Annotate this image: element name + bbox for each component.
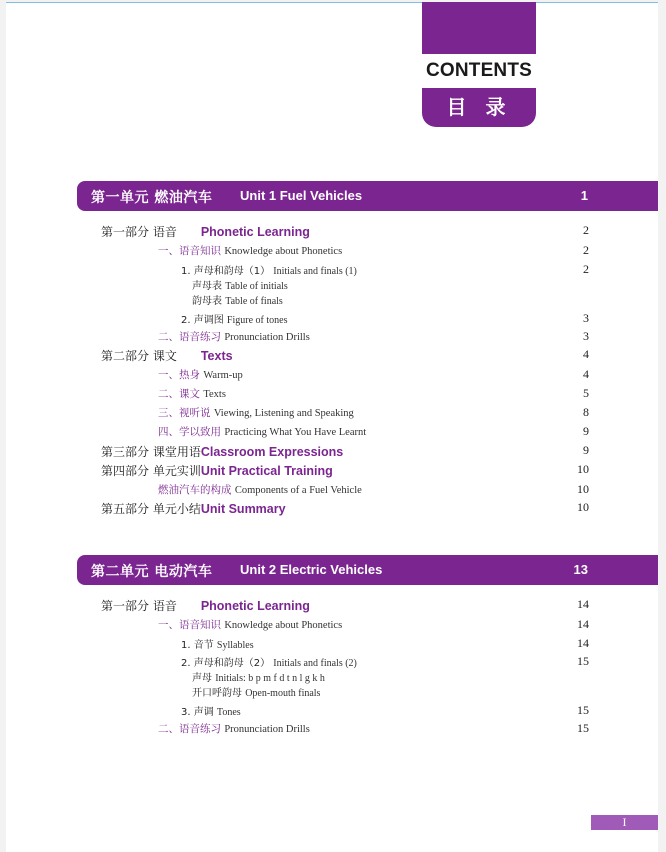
unit-1-chinese-title: 第一单元 燃油汽车 [91, 190, 213, 206]
toc-entry-english: Warm-up [203, 370, 243, 381]
toc-entry-chinese: 一、热身 [158, 369, 200, 381]
toc-entry-page: 3 [583, 329, 589, 343]
header-tab-decoration [422, 2, 536, 54]
toc-entry-page: 10 [577, 462, 589, 476]
toc-entry[interactable] [0, 617, 666, 633]
toc-entry-chinese: 四、学以致用 [158, 426, 221, 438]
toc-entry-text [158, 482, 362, 497]
toc-entry-chinese: 第四部分 单元实训 [101, 464, 201, 478]
toc-entry-chinese: 2. 声调图 [181, 315, 224, 326]
toc-entry-text [192, 684, 320, 699]
toc-entry-english: Unit Practical Training [200, 464, 333, 478]
toc-entry-text [101, 223, 310, 240]
toc-entry-page: 5 [583, 386, 589, 400]
toc-entry-chinese: 声母表 [192, 281, 222, 292]
toc-entry[interactable] [0, 367, 666, 383]
toc-entry-page: 9 [583, 443, 589, 457]
toc-entry-text [101, 462, 333, 479]
toc-entry-chinese: 开口呼韵母 [192, 688, 242, 699]
toc-entry[interactable] [0, 311, 666, 327]
toc-entry-page: 15 [577, 654, 589, 668]
toc-entry-page: 8 [583, 405, 589, 419]
toc-entry-english: Knowledge about Phonetics [224, 620, 343, 631]
toc-entry-text [158, 721, 310, 736]
toc-entry-english: Pronunciation Drills [224, 332, 310, 343]
toc-entry-text [181, 311, 287, 326]
toc-entry-page: 10 [577, 482, 589, 496]
toc-entry-page: 2 [583, 223, 589, 237]
toc-entry-english: Components of a Fuel Vehicle [234, 485, 362, 496]
toc-entry-chinese: 1. 音节 [181, 640, 214, 651]
contents-title: CONTENTS [425, 60, 533, 81]
unit-2-banner[interactable] [77, 555, 658, 585]
toc-entry-text [101, 443, 343, 460]
toc-entry[interactable] [0, 636, 666, 652]
toc-entry-text [181, 703, 241, 718]
toc-entry-page: 2 [583, 262, 589, 276]
toc-entry-page: 14 [577, 636, 589, 650]
toc-entry-page: 9 [583, 424, 589, 438]
toc-entry-text [192, 292, 283, 307]
toc-entry[interactable] [0, 500, 666, 516]
toc-entry-page: 2 [583, 243, 589, 257]
toc-entry-chinese: 第二部分 课文 [101, 349, 177, 363]
toc-entry[interactable] [0, 292, 666, 308]
toc-entry-text [101, 597, 310, 614]
toc-entry-english: Open-mouth finals [245, 688, 321, 699]
unit-1-banner[interactable] [77, 181, 658, 211]
toc-entry-chinese: 第一部分 语音 [101, 599, 177, 613]
unit-2-page: 13 [573, 562, 588, 577]
unit-1-page: 1 [580, 188, 588, 203]
toc-entry-english: Knowledge about Phonetics [224, 246, 343, 257]
toc-entry-chinese: 三、视听说 [158, 407, 211, 419]
toc-entry-english: Table of finals [225, 296, 283, 307]
toc-entry-english: Phonetic Learning [200, 599, 310, 613]
toc-entry-text [181, 636, 254, 651]
toc-entry-page: 15 [577, 703, 589, 717]
toc-entry[interactable] [0, 597, 666, 613]
page-number-tab: I [591, 815, 658, 830]
toc-entry-text [101, 347, 233, 364]
toc-entry-english: Table of initials [225, 281, 288, 292]
toc-entry[interactable] [0, 654, 666, 670]
toc-entry-page: 15 [577, 721, 589, 735]
mulu-title: 目 录 [422, 88, 536, 127]
toc-entry-chinese: 二、语音练习 [158, 723, 221, 735]
toc-entry[interactable] [0, 347, 666, 363]
toc-entry-english: Initials and finals (1) [273, 266, 357, 277]
toc-entry-page: 4 [583, 347, 589, 361]
toc-entry-english: Viewing, Listening and Speaking [213, 408, 354, 419]
toc-entry-english: Pronunciation Drills [224, 724, 310, 735]
toc-entry-chinese: 一、语音知识 [158, 245, 221, 257]
toc-entry-chinese: 第三部分 课堂用语 [101, 445, 201, 459]
toc-entry-page: 4 [583, 367, 589, 381]
toc-entry[interactable] [0, 405, 666, 421]
toc-entry-english: Initials: b p m f d t n l g k h [215, 673, 325, 684]
toc-entry[interactable] [0, 462, 666, 478]
toc-entry-chinese: 二、语音练习 [158, 331, 221, 343]
toc-entry-page: 14 [577, 617, 589, 631]
toc-entry[interactable] [0, 262, 666, 278]
toc-entry[interactable] [0, 277, 666, 293]
toc-entry-text [158, 386, 226, 401]
toc-entry-english: Texts [203, 389, 226, 400]
toc-entry-english: Tones [216, 707, 241, 718]
unit-2-chinese-title: 第二单元 电动汽车 [91, 564, 213, 580]
toc-entry-english: Unit Summary [200, 502, 286, 516]
toc-entry[interactable] [0, 386, 666, 402]
toc-entry-text [158, 617, 342, 632]
toc-entry-text [158, 405, 354, 420]
toc-entry-text [192, 277, 288, 292]
toc-entry-chinese: 二、课文 [158, 388, 200, 400]
toc-entry-chinese: 声母 [192, 673, 212, 684]
toc-entry-page: 10 [577, 500, 589, 514]
toc-entry-text [101, 500, 286, 517]
toc-entry[interactable] [0, 684, 666, 700]
toc-entry-chinese: 第一部分 语音 [101, 225, 177, 239]
toc-entry-chinese: 3. 声调 [181, 707, 214, 718]
toc-entry[interactable] [0, 424, 666, 440]
toc-entry-text [158, 329, 310, 344]
toc-entry-text [158, 424, 366, 439]
toc-entry-english: Figure of tones [226, 315, 288, 326]
toc-entry[interactable] [0, 243, 666, 259]
toc-entry[interactable] [0, 329, 666, 345]
toc-entry-english: Practicing What You Have Learnt [224, 427, 367, 438]
toc-entry-text [158, 367, 243, 382]
toc-entry-text [158, 243, 342, 258]
toc-entry-chinese: 韵母表 [192, 296, 222, 307]
unit-2-english-title: Unit 2 Electric Vehicles [240, 562, 383, 577]
toc-entry-chinese: 第五部分 单元小结 [101, 502, 201, 516]
toc-entry-chinese: 一、语音知识 [158, 619, 221, 631]
toc-entry[interactable] [0, 482, 666, 498]
toc-entry[interactable] [0, 223, 666, 239]
toc-entry-english: Texts [200, 349, 233, 363]
toc-entry[interactable] [0, 721, 666, 737]
toc-entry-chinese: 燃油汽车的构成 [158, 484, 232, 496]
toc-entry-page: 3 [583, 311, 589, 325]
toc-entry[interactable] [0, 703, 666, 719]
toc-entry-chinese: 2. 声母和韵母（2） [181, 658, 271, 669]
unit-1-english-title: Unit 1 Fuel Vehicles [240, 188, 363, 203]
toc-entry[interactable] [0, 669, 666, 685]
toc-entry-english: Initials and finals (2) [273, 658, 357, 669]
toc-entry-english: Syllables [216, 640, 254, 651]
toc-entry[interactable] [0, 443, 666, 459]
toc-entry-text [192, 669, 325, 684]
toc-entry-english: Classroom Expressions [200, 445, 344, 459]
toc-entry-english: Phonetic Learning [200, 225, 310, 239]
toc-entry-text [181, 654, 357, 669]
toc-entry-chinese: 1. 声母和韵母（1） [181, 266, 271, 277]
toc-entry-text [181, 262, 357, 277]
toc-entry-page: 14 [577, 597, 589, 611]
